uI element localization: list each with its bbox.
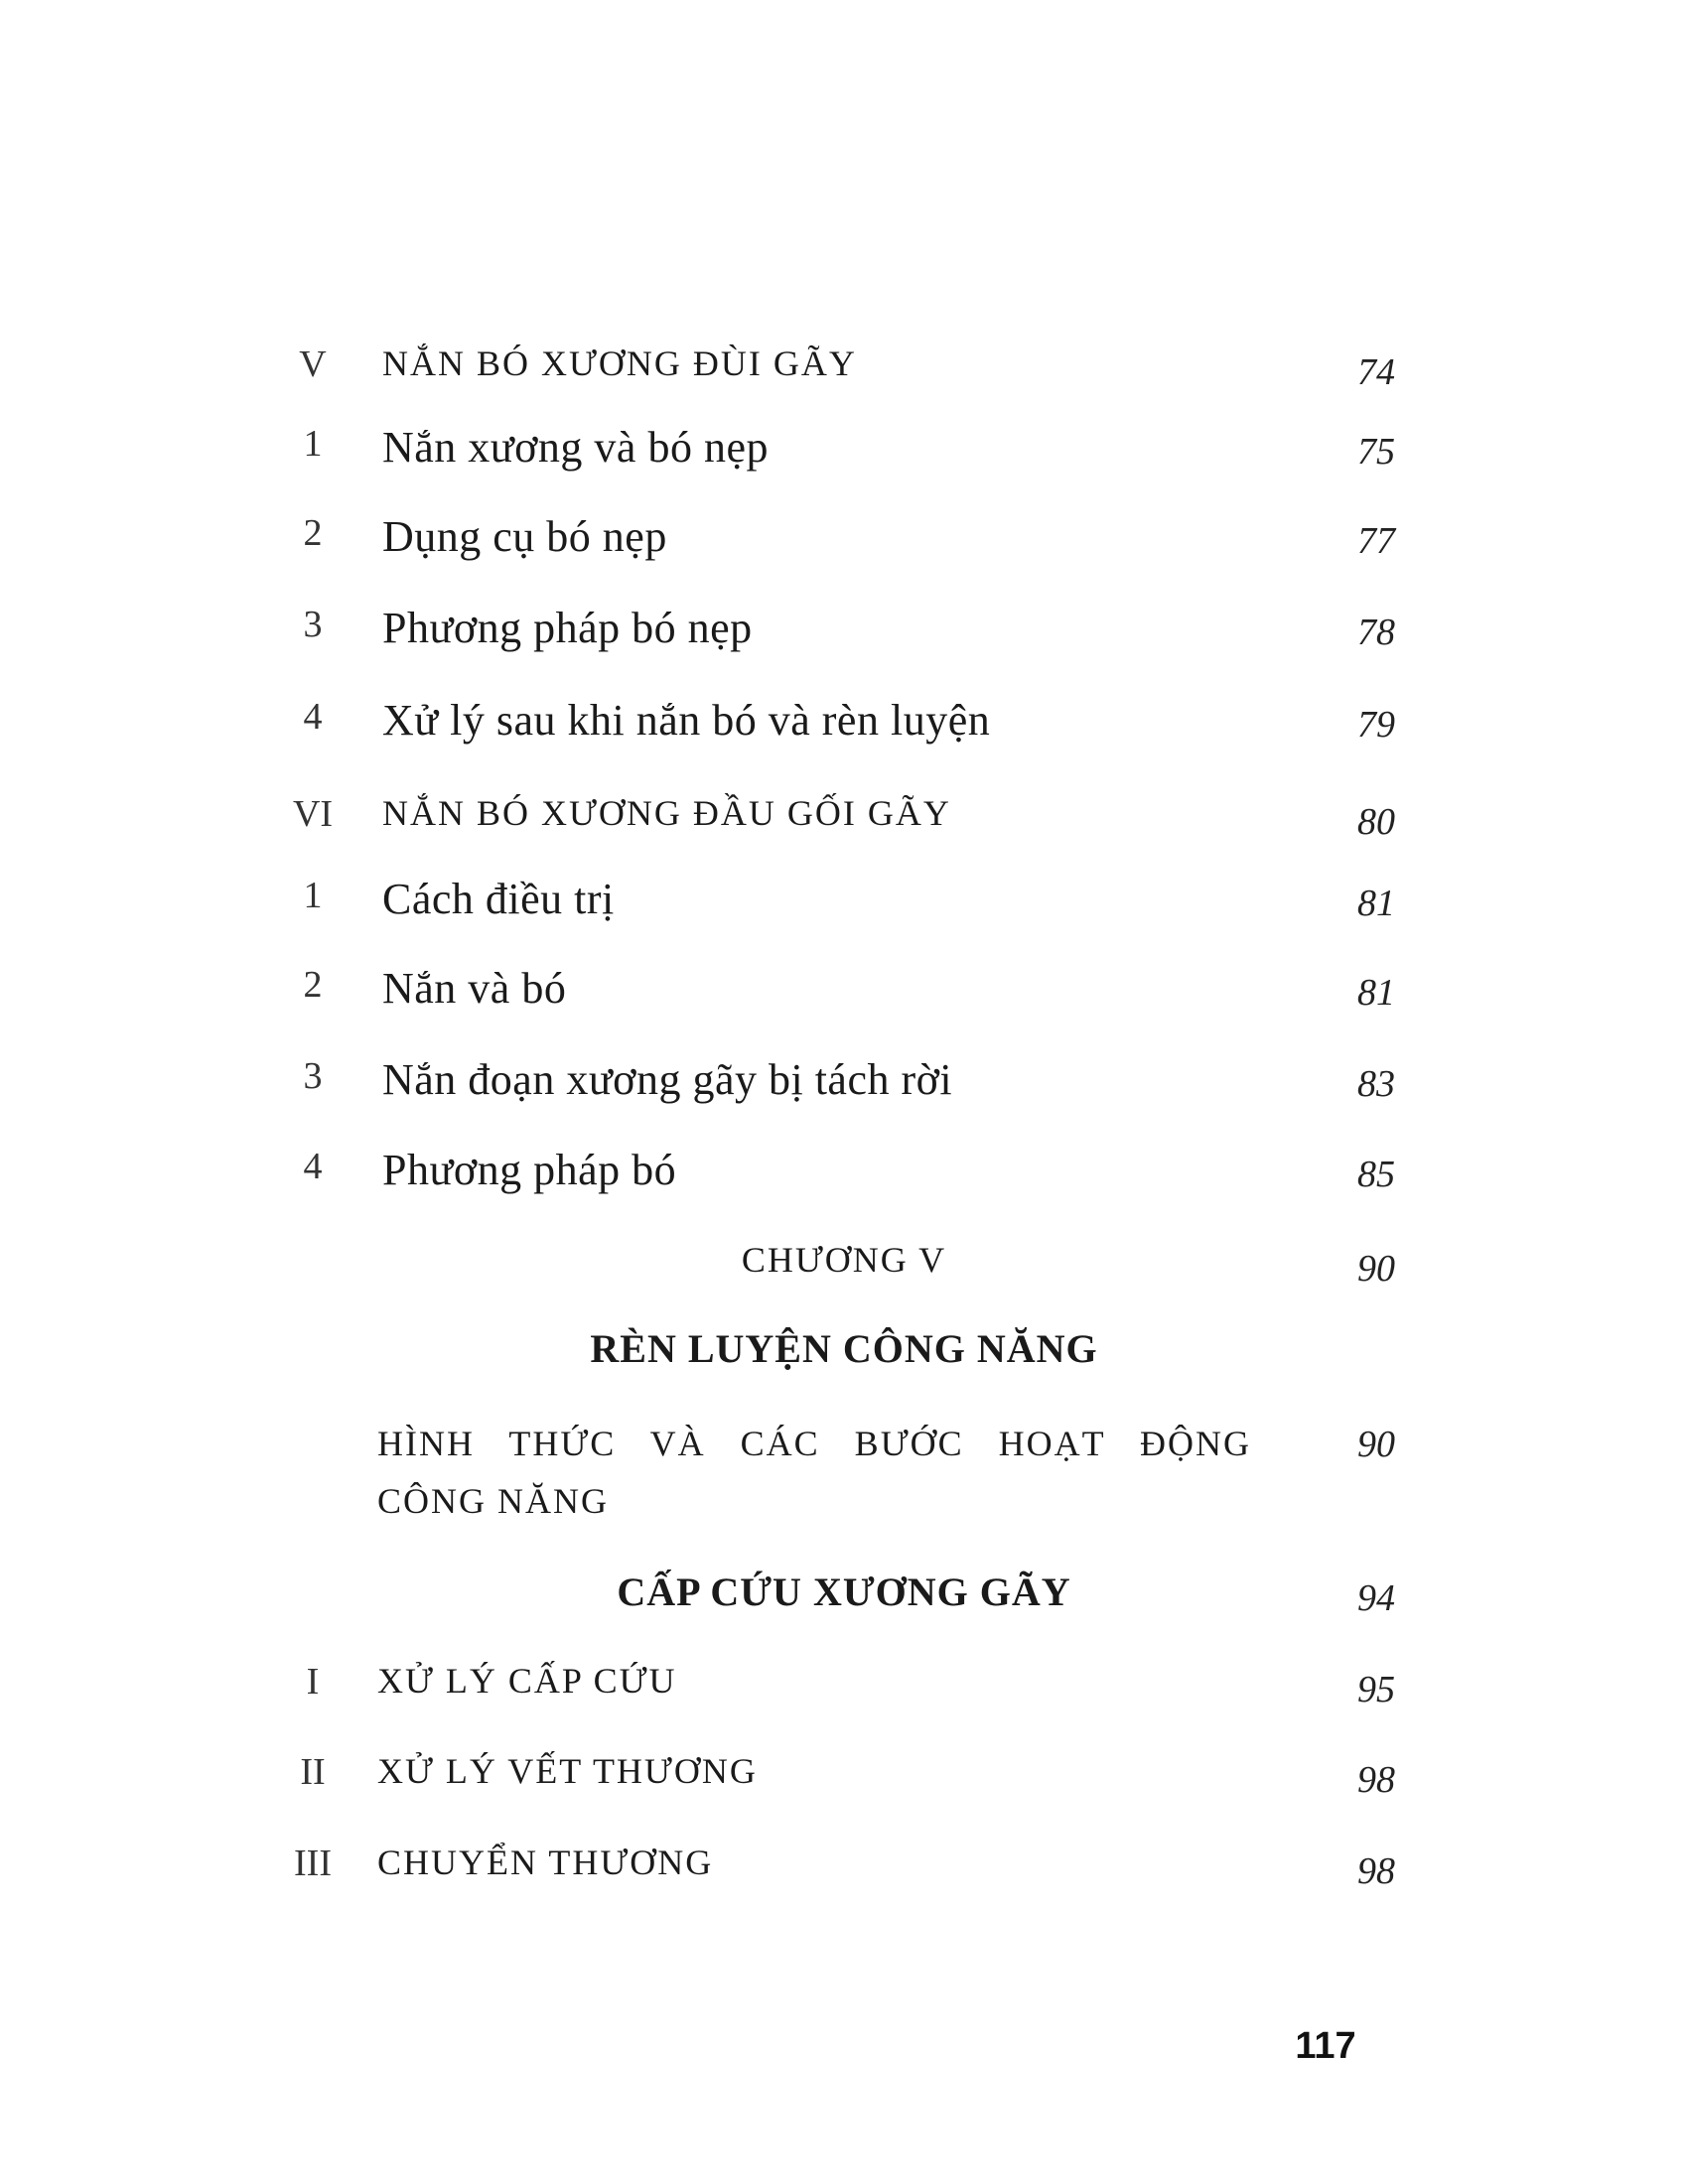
toc-entry (0, 511, 1688, 571)
entry-number: III (294, 1843, 332, 1884)
entry-title: Phương pháp bó nẹp (382, 604, 753, 652)
toc-entry (0, 1660, 1688, 1719)
chapter-title: RÈN LUYỆN CÔNG NĂNG (590, 1326, 1098, 1371)
entry-number: 4 (303, 1146, 323, 1187)
page-number: 117 (1295, 2025, 1356, 2067)
toc-entry (0, 963, 1688, 1023)
entry-title (377, 1415, 1251, 1530)
chapter-page: 90 (1357, 1248, 1395, 1290)
entry-page: 77 (1357, 520, 1395, 562)
entry-number: I (306, 1661, 320, 1703)
entry-page: 98 (1357, 1850, 1395, 1892)
entry-title-line1: HÌNH THỨC VÀ CÁC BƯỚC HOẠT ĐỘNG (377, 1424, 1251, 1463)
entry-page: 74 (1357, 351, 1395, 393)
entry-title: NẮN BÓ XƯƠNG ĐẦU GỐI GÃY (382, 793, 951, 833)
toc-entry (0, 422, 1688, 481)
entry-number: V (299, 343, 327, 385)
toc-entry (0, 603, 1688, 662)
entry-number: 1 (303, 875, 323, 916)
entry-number: 3 (303, 604, 323, 645)
toc-entry (0, 1750, 1688, 1810)
entry-page: 90 (1357, 1424, 1395, 1465)
entry-title: XỬ LÝ VẾT THƯƠNG (377, 1751, 758, 1791)
toc-entry (0, 1054, 1688, 1114)
entry-title: Phương pháp bó (382, 1146, 677, 1194)
entry-number: 1 (303, 423, 323, 465)
entry-title-line2: CÔNG NĂNG (377, 1481, 609, 1521)
entry-number: 3 (303, 1055, 323, 1097)
section-heading: CẤP CỨU XƯƠNG GÃY (617, 1570, 1071, 1614)
entry-title: Nắn đoạn xương gãy bị tách rời (382, 1055, 953, 1104)
entry-title: NẮN BÓ XƯƠNG ĐÙI GÃY (382, 343, 857, 383)
toc-entry (0, 1145, 1688, 1204)
toc-entry-multiline (0, 1415, 1688, 1544)
entry-page: 81 (1357, 972, 1395, 1014)
entry-page: 79 (1357, 704, 1395, 746)
chapter-row (0, 1239, 1688, 1298)
section-page: 94 (1357, 1577, 1395, 1619)
entry-number: 2 (303, 964, 323, 1006)
entry-title: CHUYỂN THƯƠNG (377, 1843, 714, 1882)
entry-page: 85 (1357, 1154, 1395, 1195)
chapter-label: CHƯƠNG V (741, 1240, 947, 1280)
entry-page: 81 (1357, 883, 1395, 924)
entry-title: Xử lý sau khi nắn bó và rèn luyện (382, 696, 991, 745)
toc-entry (0, 792, 1688, 852)
section-heading-row (0, 1569, 1688, 1628)
entry-page: 83 (1357, 1063, 1395, 1105)
entry-page: 98 (1357, 1759, 1395, 1801)
toc-entry (0, 695, 1688, 754)
entry-number: VI (292, 793, 334, 835)
toc-entry (0, 874, 1688, 933)
entry-title: Cách điều trị (382, 875, 615, 923)
entry-page: 80 (1357, 801, 1395, 843)
entry-number: 2 (303, 512, 323, 554)
entry-page: 75 (1357, 431, 1395, 473)
entry-number: 4 (303, 696, 323, 738)
entry-title: Dụng cụ bó nẹp (382, 512, 667, 561)
entry-page: 78 (1357, 612, 1395, 653)
toc-entry (0, 1842, 1688, 1901)
toc-entry (0, 342, 1688, 402)
entry-title: Nắn và bó (382, 964, 567, 1013)
entry-title: Nắn xương và bó nẹp (382, 423, 769, 472)
entry-page: 95 (1357, 1669, 1395, 1710)
entry-number: II (300, 1751, 326, 1793)
entry-title: XỬ LÝ CẤP CỨU (377, 1661, 677, 1701)
